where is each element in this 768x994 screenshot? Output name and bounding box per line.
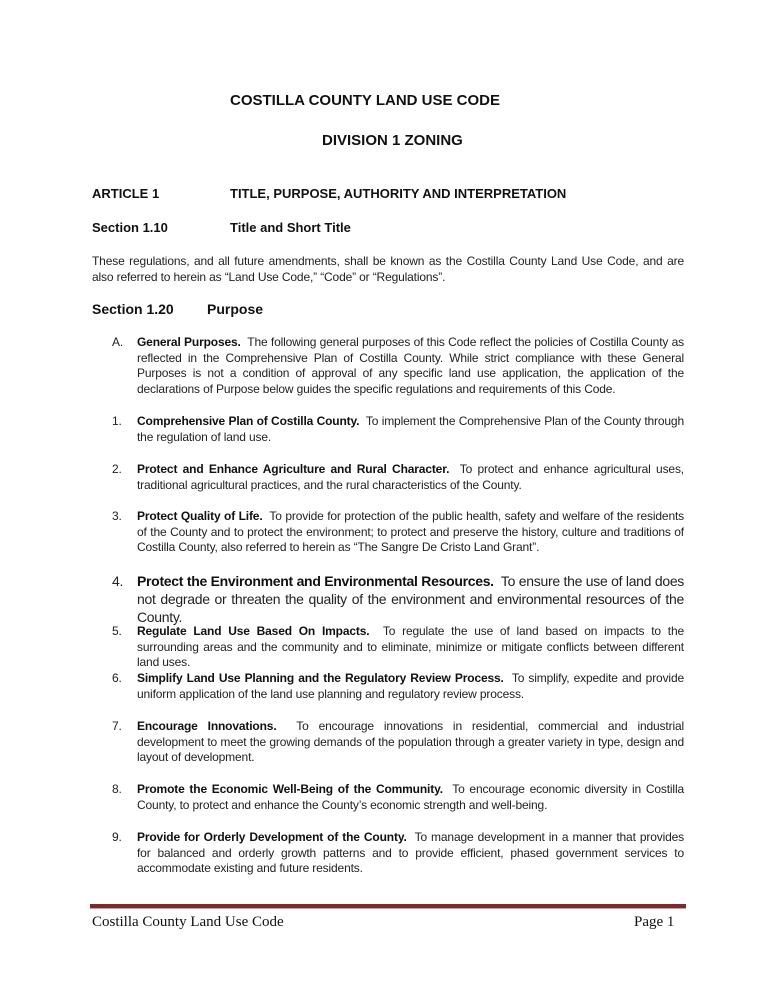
item-text: To implement the Comprehensive Plan of the County through the regulation of land use. xyxy=(137,414,684,444)
item-text: To encourage innovations in residential, commercial and industrial development to meet the growing demands of the population through a greater variety in type, design and layout of development. xyxy=(137,719,684,764)
item-text: To protect and enhance agricultural uses, traditional agricultural practices, and the rural characteristics of the County. xyxy=(137,462,684,492)
section-120-title: Purpose xyxy=(207,301,264,317)
purpose-item xyxy=(112,509,684,556)
article-label: ARTICLE 1 xyxy=(92,186,160,201)
item-body xyxy=(137,414,684,445)
article-title: TITLE, PURPOSE, AUTHORITY AND INTERPRETATION xyxy=(230,186,567,201)
purpose-item xyxy=(112,462,684,493)
section-120-label: Section 1.20 xyxy=(92,301,174,317)
item-body xyxy=(137,624,684,671)
item-text: To encourage economic diversity in Costilla County, to protect and enhance the County’s economic strength and well-being. xyxy=(137,782,684,812)
item-title: Promote the Economic Well-Being of the Community. xyxy=(137,782,443,796)
item-number: 7. xyxy=(112,719,122,733)
item-title: Comprehensive Plan of Costilla County. xyxy=(137,414,360,428)
purpose-item xyxy=(112,719,684,766)
purpose-item xyxy=(112,671,684,702)
purpose-item xyxy=(112,830,684,877)
item-title: General Purposes. xyxy=(137,335,241,349)
footer-rule xyxy=(90,904,686,909)
item-number: 4. xyxy=(112,573,124,589)
item-number: 6. xyxy=(112,671,122,685)
item-text: To regulate the use of land based on impacts to the surrounding areas and the community and to eliminate, minimize or mitigate conflicts between different land uses. xyxy=(137,624,684,669)
item-number: A. xyxy=(112,335,124,349)
purpose-item xyxy=(112,335,684,397)
item-title: Protect and Enhance Agriculture and Rural Character. xyxy=(137,462,450,476)
item-body xyxy=(137,335,684,397)
page-number: Page 1 xyxy=(634,914,675,930)
purpose-item xyxy=(112,782,684,813)
item-body xyxy=(137,572,684,626)
section-110-title: Title and Short Title xyxy=(230,220,351,235)
item-number: 9. xyxy=(112,830,122,844)
item-body xyxy=(137,462,684,493)
item-title: Provide for Orderly Development of the County. xyxy=(137,830,407,844)
item-title: Regulate Land Use Based On Impacts. xyxy=(137,624,370,638)
item-body xyxy=(137,830,684,877)
item-text: To simplify, expedite and provide uniform application of the land use planning and regulatory review process. xyxy=(137,671,684,701)
item-title: Protect the Environment and Environmental Resources. xyxy=(137,573,494,589)
item-text: To manage development in a manner that provides for balanced and orderly growth patterns and to provide efficient, phased government services to accommodate existing and future residents. xyxy=(137,830,684,875)
item-body xyxy=(137,782,684,813)
purpose-item xyxy=(112,414,684,445)
item-number: 2. xyxy=(112,462,122,476)
item-body xyxy=(137,719,684,766)
item-number: 8. xyxy=(112,782,122,796)
section-110-label: Section 1.10 xyxy=(92,220,168,235)
item-body xyxy=(137,509,684,556)
purpose-item xyxy=(112,624,684,671)
division-heading: DIVISION 1 ZONING xyxy=(322,132,463,149)
item-number: 5. xyxy=(112,624,122,638)
item-title: Simplify Land Use Planning and the Regulatory Review Process. xyxy=(137,671,504,685)
item-body xyxy=(137,671,684,702)
purpose-item xyxy=(112,572,684,626)
footer-title: Costilla County Land Use Code xyxy=(92,914,284,930)
item-title: Protect Quality of Life. xyxy=(137,509,263,523)
section-110-text: These regulations, and all future amendments, shall be known as the Costilla County Land Use Code, and are also referred to herein as “Land Use Code,” “Code” or “Regulations”. xyxy=(92,254,684,284)
item-number: 1. xyxy=(112,414,122,428)
item-text: To ensure the use of land does not degrade or threaten the quality of the environment and environmental resources of the County. xyxy=(137,573,685,625)
item-number: 3. xyxy=(112,509,122,523)
document-title: COSTILLA COUNTY LAND USE CODE xyxy=(230,92,501,109)
item-text: To provide for protection of the public health, safety and welfare of the residents of the County and to protect the environment; to protect and preserve the history, culture and traditions of Costilla County, also referred to herein as “The Sangre De Cristo Land Grant”. xyxy=(137,509,684,554)
item-text: The following general purposes of this Code reflect the policies of Costilla County as reflected in the Comprehensive Plan of Costilla County. While strict compliance with these General Purposes is not a condition of approval of any specific land use application, the application of the declarations of Purpose below guides the specific regulations and requirements of this Code. xyxy=(137,335,684,396)
item-title: Encourage Innovations. xyxy=(137,719,277,733)
